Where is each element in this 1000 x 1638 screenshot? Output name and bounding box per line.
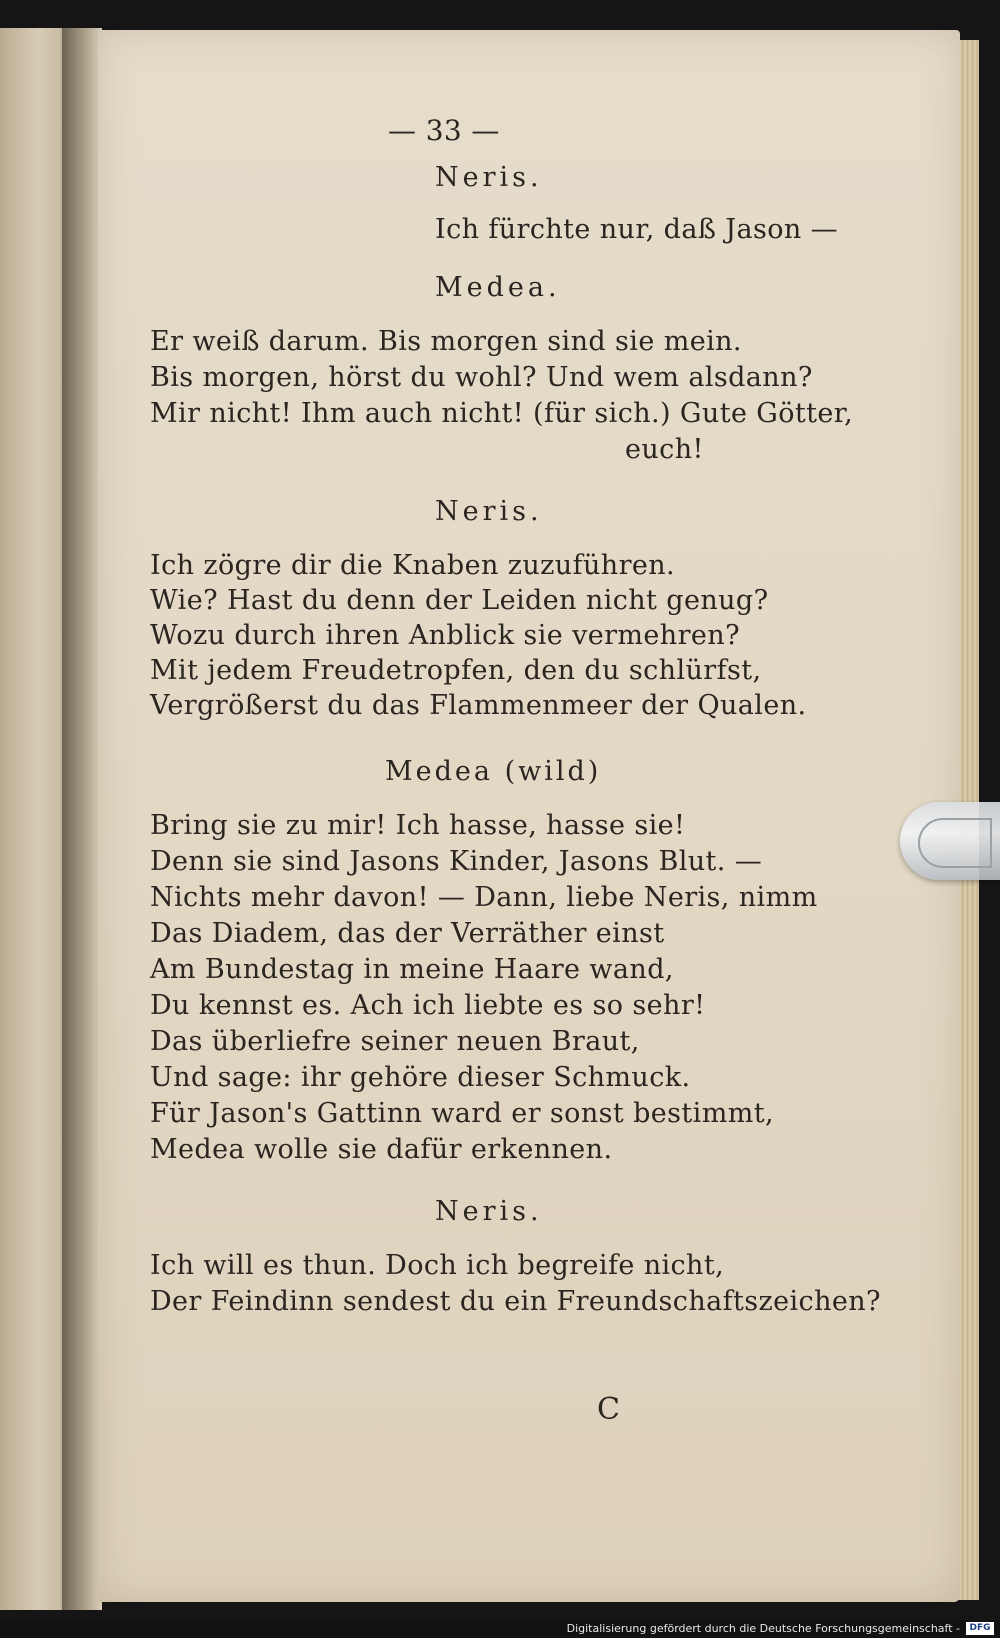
signature-mark: C: [597, 1392, 621, 1427]
left-page-edge: [0, 28, 70, 1610]
verse-line: euch!: [625, 434, 704, 465]
verse-line: Das überliefre seiner neuen Braut,: [150, 1026, 640, 1057]
speaker-medea: Medea.: [435, 272, 561, 303]
verse-line: Für Jason's Gattinn ward er sonst bestimmt,: [150, 1098, 774, 1129]
verse-line: Vergrößerst du das Flammenmeer der Qualen.: [150, 690, 807, 721]
digitization-credit: Digitalisierung gefördert durch die Deutsche Forschungsgemeinschaft -: [566, 1622, 960, 1635]
verse-line: Denn sie sind Jasons Kinder, Jasons Blut. —: [150, 846, 763, 877]
speaker-neris: Neris.: [435, 496, 543, 527]
dfg-logo: DFG: [966, 1622, 994, 1635]
book-gutter: [62, 28, 102, 1610]
verse-line: Mir nicht! Ihm auch nicht! (für sich.) Gute Götter,: [150, 398, 854, 429]
verse-line: Er weiß darum. Bis morgen sind sie mein.: [150, 326, 742, 357]
verse-line: Am Bundestag in meine Haare wand,: [150, 954, 674, 985]
verse-line: Bring sie zu mir! Ich hasse, hasse sie!: [150, 810, 686, 841]
verse-line: Und sage: ihr gehöre dieser Schmuck.: [150, 1062, 691, 1093]
verse-line: Nichts mehr davon! — Dann, liebe Neris, nimm: [150, 882, 818, 913]
verse-line: Der Feindinn sendest du ein Freundschaftszeichen?: [150, 1286, 881, 1317]
verse-line: Das Diadem, das der Verräther einst: [150, 918, 665, 949]
speaker-medea-wild: Medea (wild): [385, 756, 602, 787]
verse-line: Ich will es thun. Doch ich begreife nicht,: [150, 1250, 725, 1281]
verse-line: Wozu durch ihren Anblick sie vermehren?: [150, 620, 740, 651]
speaker-neris: Neris.: [435, 1196, 543, 1227]
verse-line: Bis morgen, hörst du wohl? Und wem alsdann?: [150, 362, 813, 393]
verse-line: Ich zögre dir die Knaben zuzuführen.: [150, 550, 676, 581]
speaker-neris: Neris.: [435, 162, 543, 193]
verse-line: Du kennst es. Ach ich liebte es so sehr!: [150, 990, 706, 1021]
verse-line: Mit jedem Freudetropfen, den du schlürfst,: [150, 655, 762, 686]
verse-line: Medea wolle sie dafür erkennen.: [150, 1134, 613, 1165]
page-number: — 33 —: [388, 114, 500, 147]
verse-line: Ich fürchte nur, daß Jason —: [435, 214, 839, 245]
page-holder-clip-inner: [918, 818, 992, 868]
verse-line: Wie? Hast du denn der Leiden nicht genug?: [150, 585, 769, 616]
